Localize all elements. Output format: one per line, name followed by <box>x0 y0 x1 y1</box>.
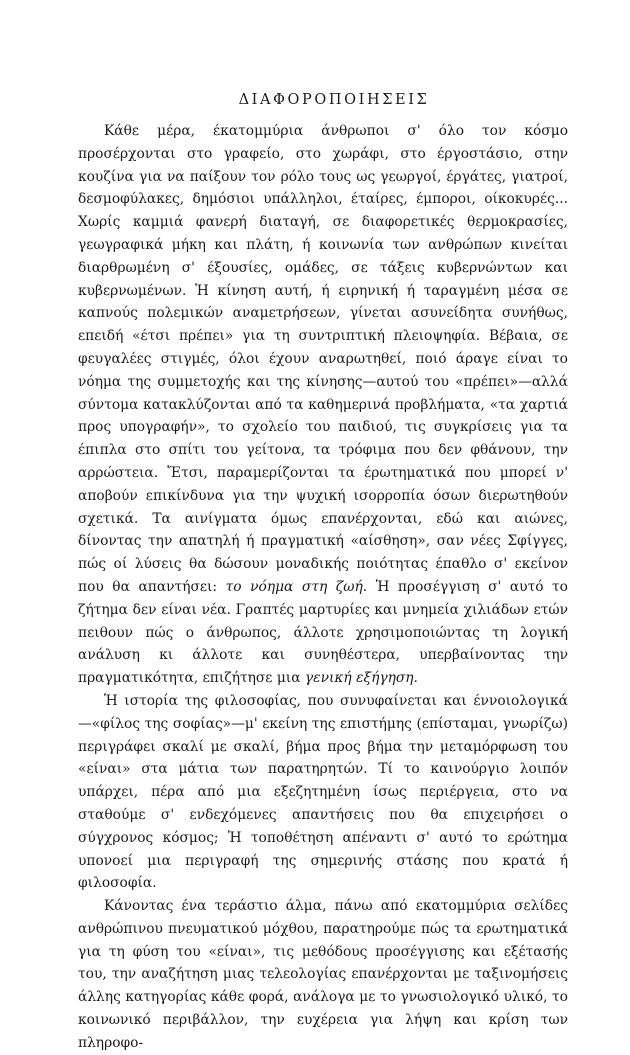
italic-phrase-meaning: το νόημα στη ζωή. <box>225 578 368 595</box>
chapter-title: ΔΙΑΦΟΡΟΠΟΙΗΣΕΙΣ <box>238 92 430 108</box>
paragraph-1-tail: Ἡ προσέγγιση σ' αυτό το ζήτημα δεν είναι νέα. Γραπτές μαρτυρίες και μνημεία χιλιάδων ετών πειθουν πώς ο άνθρωπος, άλλοτε χρησιμοποιώντας τη λογική ανάλυση κι άλλοτε και συνηθέστερα, υπερβαίνοντας την πραγματικότητα, επιζήτησε μια <box>78 578 568 687</box>
paragraph-2: Ἡ ιστορία της φιλοσοφίας, που συνυφαίνεται και έννοιολογικά—«φίλος της σοφίας»—μ' εκείνη της επιστήμης (επίσταμαι, γνωρίζω) περιγράφει σκαλί με σκαλί, βήμα προς βήμα την μεταμόρφωση του «είναι» στα μάτια των παρατηρητών. Τί το καινούργιο λοιπόν υπάρχει, πέρα από μια εξεζητημένη ίσως περιέργεια, στο να σταθούμε σ' ενδεχόμενες απαντήσεις που θα επιχειρήσει ο σύγχρονος κόσμος; Ἡ τοποθέτηση απέναντι σ' αυτό το ερώτημα υπονοεί μια περιγραφή της σημερινής στάσης που κρατά ή φιλοσοφία. <box>78 692 568 892</box>
paragraph-3: Κάνοντας ένα τεράστιο άλμα, πάνω από εκατομμύρια σελίδες ανθρώπινου πνευματικού μόχθου, παρατηρούμε πώς τα ερωτηματικά για τη φύση του «είναι», τις μεθόδους προσέγγισης και εξέτασής του, την αναζήτηση μιας τελεολογίας επανέρχονται με ταξινομήσεις άλλης κατηγορίας κάθε φορά, ανάλογα με το γνωσιολογικό υλικό, το κοινωνικό περιβάλλον, την ευχέρεια για λήψη και κρίση των πληροφο- <box>78 898 568 1051</box>
italic-phrase-explanation: γενική εξήγηση. <box>304 670 418 687</box>
paragraph-1-text: Κάθε μέρα, έκατομμύρια άνθρωποι σ' όλο τον κόσμο προσέρχονται στο γραφείο, στο χωράφι, στο έργοστάσιο, στην κουζίνα για να παίξουν τον ρόλο τους ως γεωργοί, έργάτες, γιατροί, δεσμοφύλακες, δημόσιοι υπάλληλοι, έταίρες, έμποροι, οίκοκυρές... Χωρίς καμμιά φανερή διαταγή, σε διαφορετικές θερμοκρασίες, γεωγραφικά μήκη και πλάτη, ή κοινωνία των ανθρώπων κινείται διαρθρωμένη σ' έξουσίες, ομάδες, σε τάξεις κυβερνώντων και κυβερνωμένων. Ἡ κίνηση αυτή, ή ειρηνική ή ταραγμένη μέσα σε καπνούς πολεμικών αναμετρήσεων, γίνεται ασυνείδητα συνήθως, επειδή «έτσι πρέπει» για τη συντριπτική πλειοψηφία. Βέβαια, σε φευγαλέες στιγμές, όλοι έχουν αναρωτηθεί, ποιό άραγε είναι το νόημα της συμμετοχής και της κίνησης—αυτού του «πρέπει»—αλλά σύντομα κατακλύζονται από τα καθημερινά προβλήματα, «τα χαρτιά προς υπογραφήν», το σχολείο του παιδιού, τις συγκρίσεις για τα έπιπλα στο σπίτι του γείτονα, τα τρόφιμα που δεν φθάνουν, την αρρώστεια. Ἔτσι, παραμερίζονται τα έρωτηματικά που μπορεί ν' αποβούν επικίνδυνα για την ψυχική ισορροπία όσων διερωτηθούν σχετικά. Τα αινίγματα όμως επανέρχονται, εδώ και αιώνες, δίνοντας την απατηλή ή πραγματική «αίσθηση», σαν νέες Σφίγγες, πώς οί λύσεις θα δώσουν μοναδικής ποιότητας έπαθλο σ' εκείνον που θα απαντήσει: <box>78 123 568 595</box>
document-page <box>78 92 568 1055</box>
paragraph-1 <box>78 120 568 690</box>
